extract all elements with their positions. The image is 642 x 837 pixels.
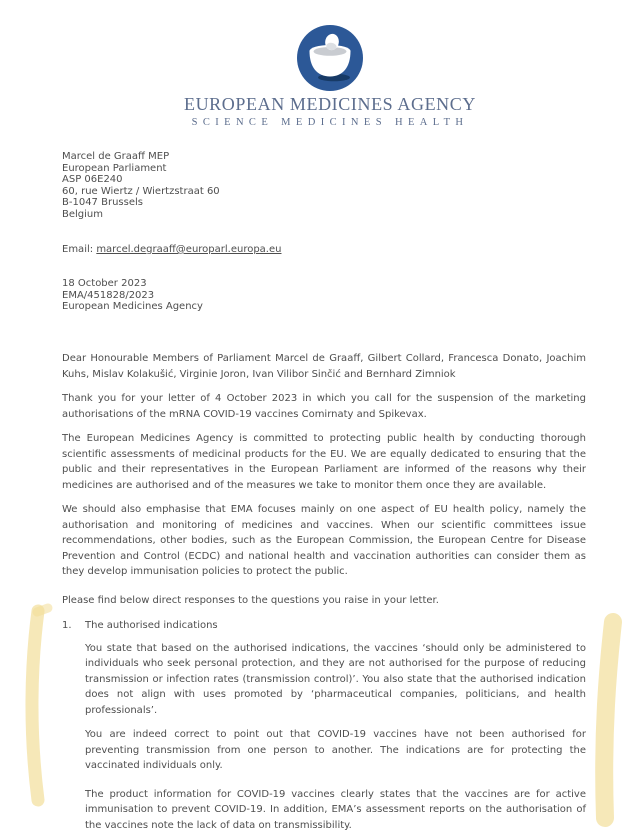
section-paragraph-product-info: The product information for COVID-19 vaccines clearly states that the vaccines are for active immunisation to prevent COVID-19. In addition, EMA’s assessment reports on the authorisation of the vaccines note the lack of data on transmissibility. [85, 788, 586, 831]
paragraph-responses-intro: Please find below direct responses to the questions you raise in your letter. [62, 594, 439, 606]
letter-date: 18 October 2023 [62, 278, 147, 289]
section-number: 1. [62, 620, 72, 631]
address-line: Marcel de Graaff MEP [62, 151, 170, 162]
email-link[interactable]: marcel.degraaff@europarl.europa.eu [96, 244, 282, 255]
section-paragraph-transmission: You are indeed correct to point out that COVID-19 vaccines have not been authorised for preventing transmission from one person to another. The indications are for protecting the vaccinated individuals only. [85, 729, 586, 771]
address-line: ASP 06E240 [62, 174, 123, 185]
paragraph-thank-you: Thank you for your letter of 4 October 2023 in which you call for the suspension of the marketing authorisations of the mRNA COVID-19 vaccines Comirnaty and Spikevax. [62, 393, 586, 420]
email-label: Email: [62, 244, 94, 255]
address-line: European Parliament [62, 162, 167, 174]
mortar-and-pestle-icon [184, 25, 476, 91]
section-heading [62, 618, 586, 634]
ema-logo [0, 25, 642, 129]
salutation: Dear Honourable Members of Parliament Marcel de Graaff, Gilbert Collard, Francesca Donato, Joachim Kuhs, Mislav Kolakušić, Virginie Joron, Ivan Vilibor Sinčić and Bernhard Zimniok [62, 353, 586, 380]
address-line: B-1047 Brussels [62, 197, 143, 208]
section-paragraph-indications: You state that based on the authorised indications, the vaccines ‘should only be administered to individuals who seek personal protection, and they are not authorised for the purpose of reducing transmission or infection rates (transmission control)’. You also state that the authorised indication does not align with uses promoted by ‘pharmaceutical companies, politicians, and health professionals’. [85, 642, 586, 716]
paragraph-ema-focus: We should also emphasise that EMA focuses mainly on one aspect of EU health policy, namely the authorisation and monitoring of medicines and vaccines. When our scientific committees issue recommendations, other bodies, such as the European Commission, the European Centre for Disease Prevention and Control (ECDC) and national health and vaccination authorities can consider them as they develop immunisation policies to protect the public. [62, 504, 586, 577]
section-body [62, 641, 586, 834]
paragraph-commitment: The European Medicines Agency is committed to protecting public health by conducting thorough scientific assessments of medicinal products for the EU. We are equally dedicated to ensuring that the public and their representatives in the European Parliament are informed of the reasons why their medicines are authorised and of the measures we take to monitor them once they are available. [62, 433, 586, 491]
highlighter-stroke-left [18, 602, 62, 808]
ema-logo-subtitle: SCIENCE MEDICINES HEALTH [191, 117, 469, 128]
letter-body [62, 351, 586, 837]
letter-agency-name: European Medicines Agency [62, 301, 203, 312]
highlighter-stroke-right [586, 612, 632, 828]
address-line: 60, rue Wiertz / Wiertzstraat 60 [62, 185, 220, 197]
recipient-address [62, 151, 220, 220]
letter-reference-number: EMA/451828/2023 [62, 289, 155, 301]
ema-logo-title: EUROPEAN MEDICINES AGENCY [183, 94, 476, 114]
section-title: The authorised indications [85, 620, 218, 631]
email-line [62, 244, 281, 255]
ema-logo-inner [184, 25, 476, 128]
reference-block [62, 278, 203, 313]
address-line: Belgium [62, 208, 103, 220]
